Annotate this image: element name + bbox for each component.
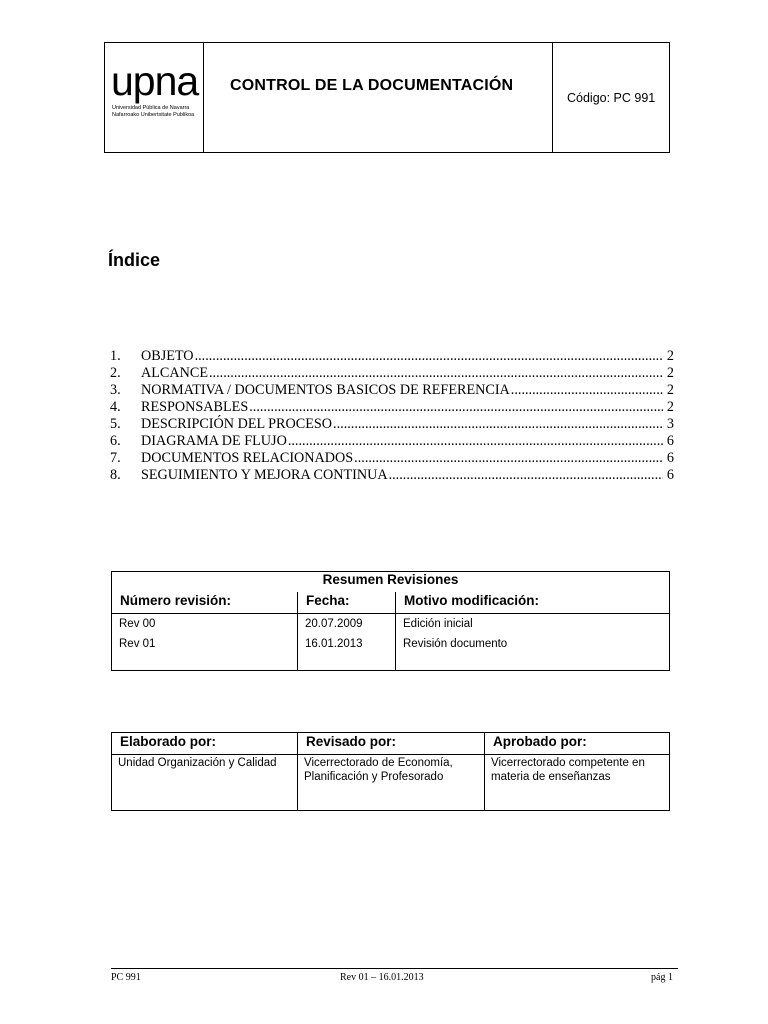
approved-by-value: Vicerrectorado competente en materia de enseñanzas [491,757,645,783]
logo-line-1: Universidad Pública de Navarra [112,105,190,111]
elaborated-by-value: Unidad Organización y Calidad [112,755,298,811]
index-heading: Índice [108,250,161,270]
toc-entry[interactable] [110,348,674,365]
toc-number: 4. [110,399,121,415]
column-header: Número revisión: [112,592,298,613]
approvals-header-row [112,733,669,755]
toc-leader [333,416,663,433]
table-cell: Rev 01 [119,638,156,650]
toc-page: 6 [666,450,674,466]
column-header: Motivo modificación: [404,593,539,608]
document-title: CONTROL DE LA DOCUMENTACIÓN [230,77,514,94]
toc-entry[interactable] [110,467,674,484]
table-cell: Edición inicial [403,618,473,630]
toc-leader [389,467,663,484]
toc-leader [209,365,663,382]
toc-title: DOCUMENTOS RELACIONADOS [141,450,354,466]
column-header: Aprobado por: [493,734,587,749]
footer-revision: Rev 01 – 16.01.2013 [340,972,424,983]
revision-date-column [298,614,396,670]
table-cell: Revisión documento [403,638,508,650]
reviewed-by-value: Vicerrectorado de Economía, Planificación y Profesorado [298,755,485,811]
toc-entry[interactable] [110,365,674,382]
toc-page: 2 [666,399,674,415]
toc-entry[interactable] [110,433,674,450]
title-cell [204,43,553,152]
toc-title: ALCANCE [141,365,208,381]
toc-number: 1. [110,348,121,364]
footer-page-number: pág 1 [651,972,673,983]
document-code: Código: PC 991 [567,91,656,105]
toc-page: 6 [666,467,674,483]
toc-entry[interactable] [110,399,674,416]
toc-page: 2 [666,382,674,398]
toc-title: RESPONSABLES [141,399,249,415]
toc-number: 7. [110,450,121,466]
toc-number: 3. [110,382,121,398]
toc-number: 6. [110,433,121,449]
toc-entry[interactable] [110,382,674,399]
revision-number-column [112,614,298,670]
approvals-table [111,732,670,811]
toc-leader [195,348,663,365]
toc-page: 2 [666,365,674,381]
approvals-body [112,755,669,811]
revisions-caption: Resumen Revisiones [322,572,459,587]
logo-cell [105,43,204,152]
toc-entry[interactable] [110,450,674,467]
table-cell: 20.07.2009 [305,618,363,630]
revisions-header-row [112,592,669,614]
toc-leader [511,382,663,399]
column-header: Fecha: [298,592,396,613]
toc-leader [354,450,663,467]
toc-title: DIAGRAMA DE FLUJO [141,433,287,449]
revision-reason-column [396,614,669,670]
column-header: Elaborado por: [112,733,298,754]
toc-leader [288,433,663,450]
header-table [104,42,670,153]
toc-title: NORMATIVA / DOCUMENTOS BASICOS DE REFERENCIA [141,382,510,398]
toc-title: DESCRIPCIÓN DEL PROCESO [141,416,333,432]
toc-leader [249,399,663,416]
toc-page: 2 [666,348,674,364]
toc-number: 5. [110,416,121,432]
footer-code: PC 991 [111,972,141,983]
toc-number: 8. [110,467,121,483]
toc-page: 6 [666,433,674,449]
toc-page: 3 [666,416,674,432]
revisions-table [111,571,670,671]
table-of-contents [110,348,674,484]
toc-entry[interactable] [110,416,674,433]
column-header: Revisado por: [298,733,485,754]
upna-logo: upna [111,58,199,104]
logo-line-2: Nafarroako Unibertsitate Publikoa [112,112,195,118]
table-cell: 16.01.2013 [305,638,363,650]
table-cell: Rev 00 [119,618,156,630]
revisions-body [112,614,669,670]
footer-divider [111,968,678,969]
logo-subtitle [112,105,194,119]
toc-title: SEGUIMIENTO Y MEJORA CONTINUA [141,467,388,483]
code-cell [553,43,669,152]
toc-title: OBJETO [141,348,194,364]
toc-number: 2. [110,365,121,381]
